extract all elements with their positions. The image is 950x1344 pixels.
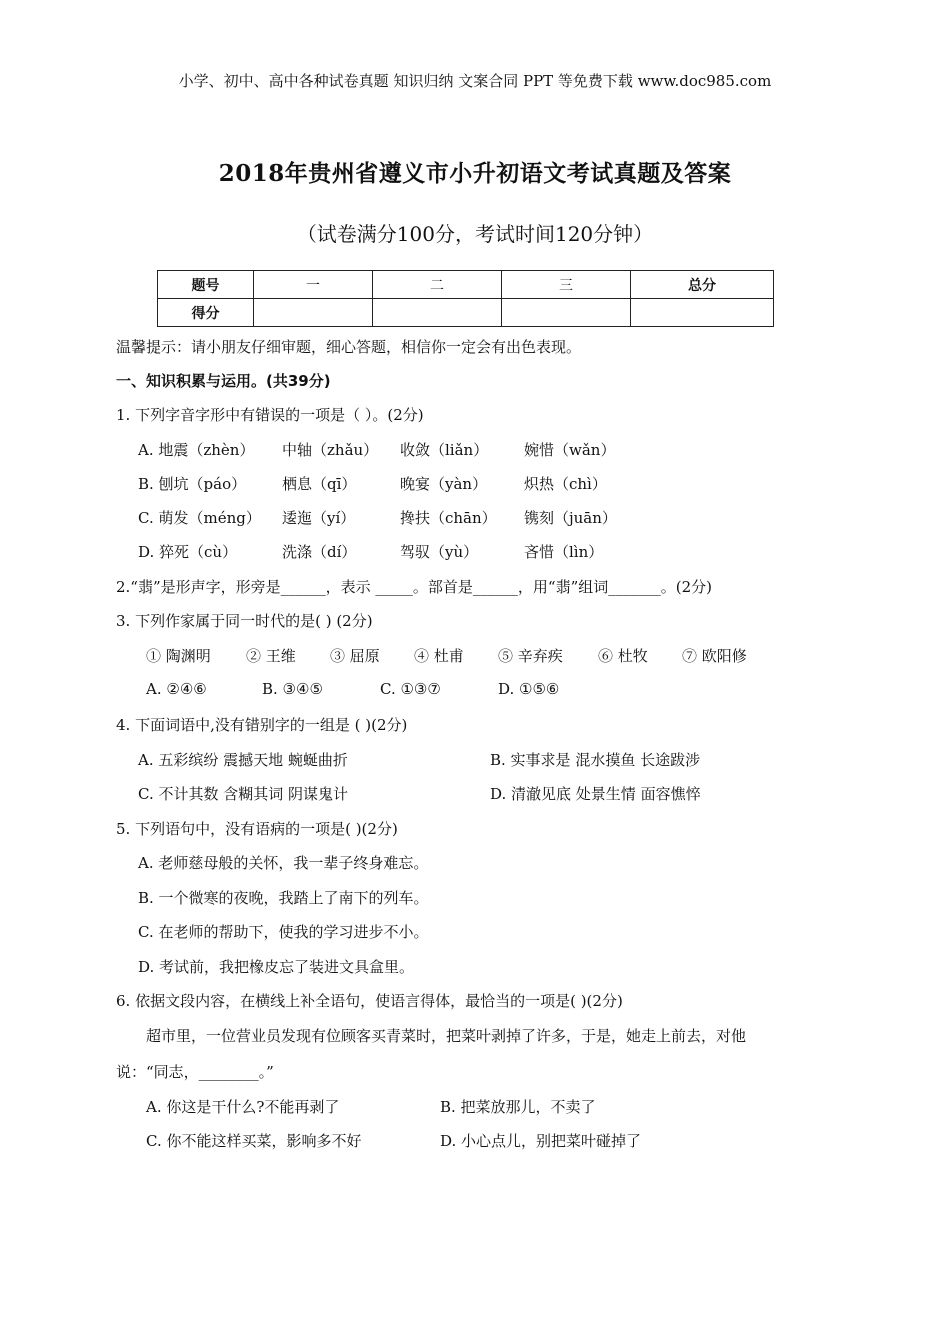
- table-row: [158, 271, 774, 299]
- option-b: B. 刨坑（páo）: [138, 475, 247, 493]
- option-b: B. 一个微寒的夜晚，我踏上了南下的列车。: [138, 889, 429, 907]
- table-row: [158, 299, 774, 327]
- option-d-word: 吝惜（lìn）: [524, 543, 604, 561]
- option-c: C. 萌发（méng）: [138, 509, 261, 527]
- score-cell[interactable]: [502, 299, 631, 327]
- option-d: D. 清澈见底 处景生情 面容憔悴: [490, 785, 701, 803]
- score-cell[interactable]: [631, 299, 774, 327]
- option-c-word: 逶迤（yí）: [282, 509, 356, 527]
- option-d-word: 驾驭（yù）: [400, 543, 479, 561]
- option-c-word: 搀扶（chān）: [400, 509, 497, 527]
- option-c-word: 镌刻（juān）: [524, 509, 617, 527]
- option-b-word: 栖息（qī）: [282, 475, 357, 493]
- option-b-word: 晚宴（yàn）: [400, 475, 488, 493]
- score-cell[interactable]: [254, 299, 373, 327]
- exam-subtitle: （试卷满分100分，考试时间120分钟）: [296, 222, 654, 246]
- question-stem: 5. 下列语句中，没有语病的一项是( )(2分): [116, 820, 398, 838]
- passage-text: 超市里，一位营业员发现有位顾客买青菜时，把菜叶剥掉了许多，于是，她走上前去，对他: [146, 1027, 747, 1045]
- author-item: ④ 杜甫: [414, 647, 464, 665]
- option-a-word: 收敛（liǎn）: [400, 441, 489, 459]
- table-cell: 一: [254, 271, 373, 299]
- option-d: D. 考试前，我把橡皮忘了装进文具盒里。: [138, 958, 415, 976]
- question-stem: 3. 下列作家属于同一时代的是( ) (2分): [116, 612, 373, 630]
- author-item: ⑦ 欧阳修: [682, 647, 747, 665]
- author-item: ⑤ 辛弃疾: [498, 647, 563, 665]
- page-title: 2018年贵州省遵义市小升初语文考试真题及答案: [218, 160, 732, 187]
- option-a: A. ②④⑥: [146, 680, 207, 698]
- option-a: A. 五彩缤纷 震撼天地 蜿蜒曲折: [138, 751, 348, 769]
- option-d: D. 小心点儿，别把菜叶碰掉了: [440, 1132, 642, 1150]
- option-a: A. 你这是干什么?不能再剥了: [146, 1098, 340, 1116]
- option-b: B. 把菜放那儿，不卖了: [440, 1098, 596, 1116]
- section-heading: 一、知识积累与运用。(共39分): [116, 372, 331, 390]
- author-item: ① 陶渊明: [146, 647, 211, 665]
- option-d: D. ①⑤⑥: [498, 680, 560, 698]
- table-cell: 二: [373, 271, 502, 299]
- table-cell: 题号: [158, 271, 254, 299]
- tip-text: 温馨提示：请小朋友仔细审题，细心答题，相信你一定会有出色表现。: [116, 338, 582, 356]
- option-b: B. ③④⑤: [262, 680, 323, 698]
- question-stem: 6. 依据文段内容，在横线上补全语句，使语言得体，最恰当的一项是( )(2分): [116, 992, 623, 1010]
- option-a-word: 中轴（zhǎu）: [282, 441, 379, 459]
- author-item: ⑥ 杜牧: [598, 647, 648, 665]
- score-table: [157, 270, 774, 327]
- option-a-word: 婉惜（wǎn）: [524, 441, 616, 459]
- table-cell: 总分: [631, 271, 774, 299]
- author-item: ③ 屈原: [330, 647, 380, 665]
- question-stem: 2.“翡”是形声字，形旁是______，表示 _____。部首是______，用“翡”组词_______。(2分): [116, 578, 713, 596]
- question-stem: 4. 下面词语中,没有错别字的一组是 ( )(2分): [116, 716, 408, 734]
- option-c: C. 不计其数 含糊其词 阴谋鬼计: [138, 785, 349, 803]
- option-d: D. 猝死（cù）: [138, 543, 238, 561]
- option-c: C. 在老师的帮助下，使我的学习进步不小。: [138, 923, 429, 941]
- table-cell: 三: [502, 271, 631, 299]
- table-cell: 得分: [158, 299, 254, 327]
- option-c: C. ①③⑦: [380, 680, 441, 698]
- option-a: A. 地震（zhèn）: [138, 441, 255, 459]
- score-cell[interactable]: [373, 299, 502, 327]
- option-c: C. 你不能这样买菜，影响多不好: [146, 1132, 362, 1150]
- option-b: B. 实事求是 混水摸鱼 长途跋涉: [490, 751, 701, 769]
- option-d-word: 洗涤（dí）: [282, 543, 357, 561]
- site-header: 小学、初中、高中各种试卷真题 知识归纳 文案合同 PPT 等免费下载 www.doc985.com: [178, 72, 772, 90]
- option-a: A. 老师慈母般的关怀，我一辈子终身难忘。: [138, 854, 429, 872]
- author-item: ② 王维: [246, 647, 296, 665]
- passage-text: 说：“同志，________。”: [116, 1063, 274, 1081]
- option-b-word: 炽热（chì）: [524, 475, 607, 493]
- question-stem: 1. 下列字音字形中有错误的一项是（ ）。(2分): [116, 406, 424, 424]
